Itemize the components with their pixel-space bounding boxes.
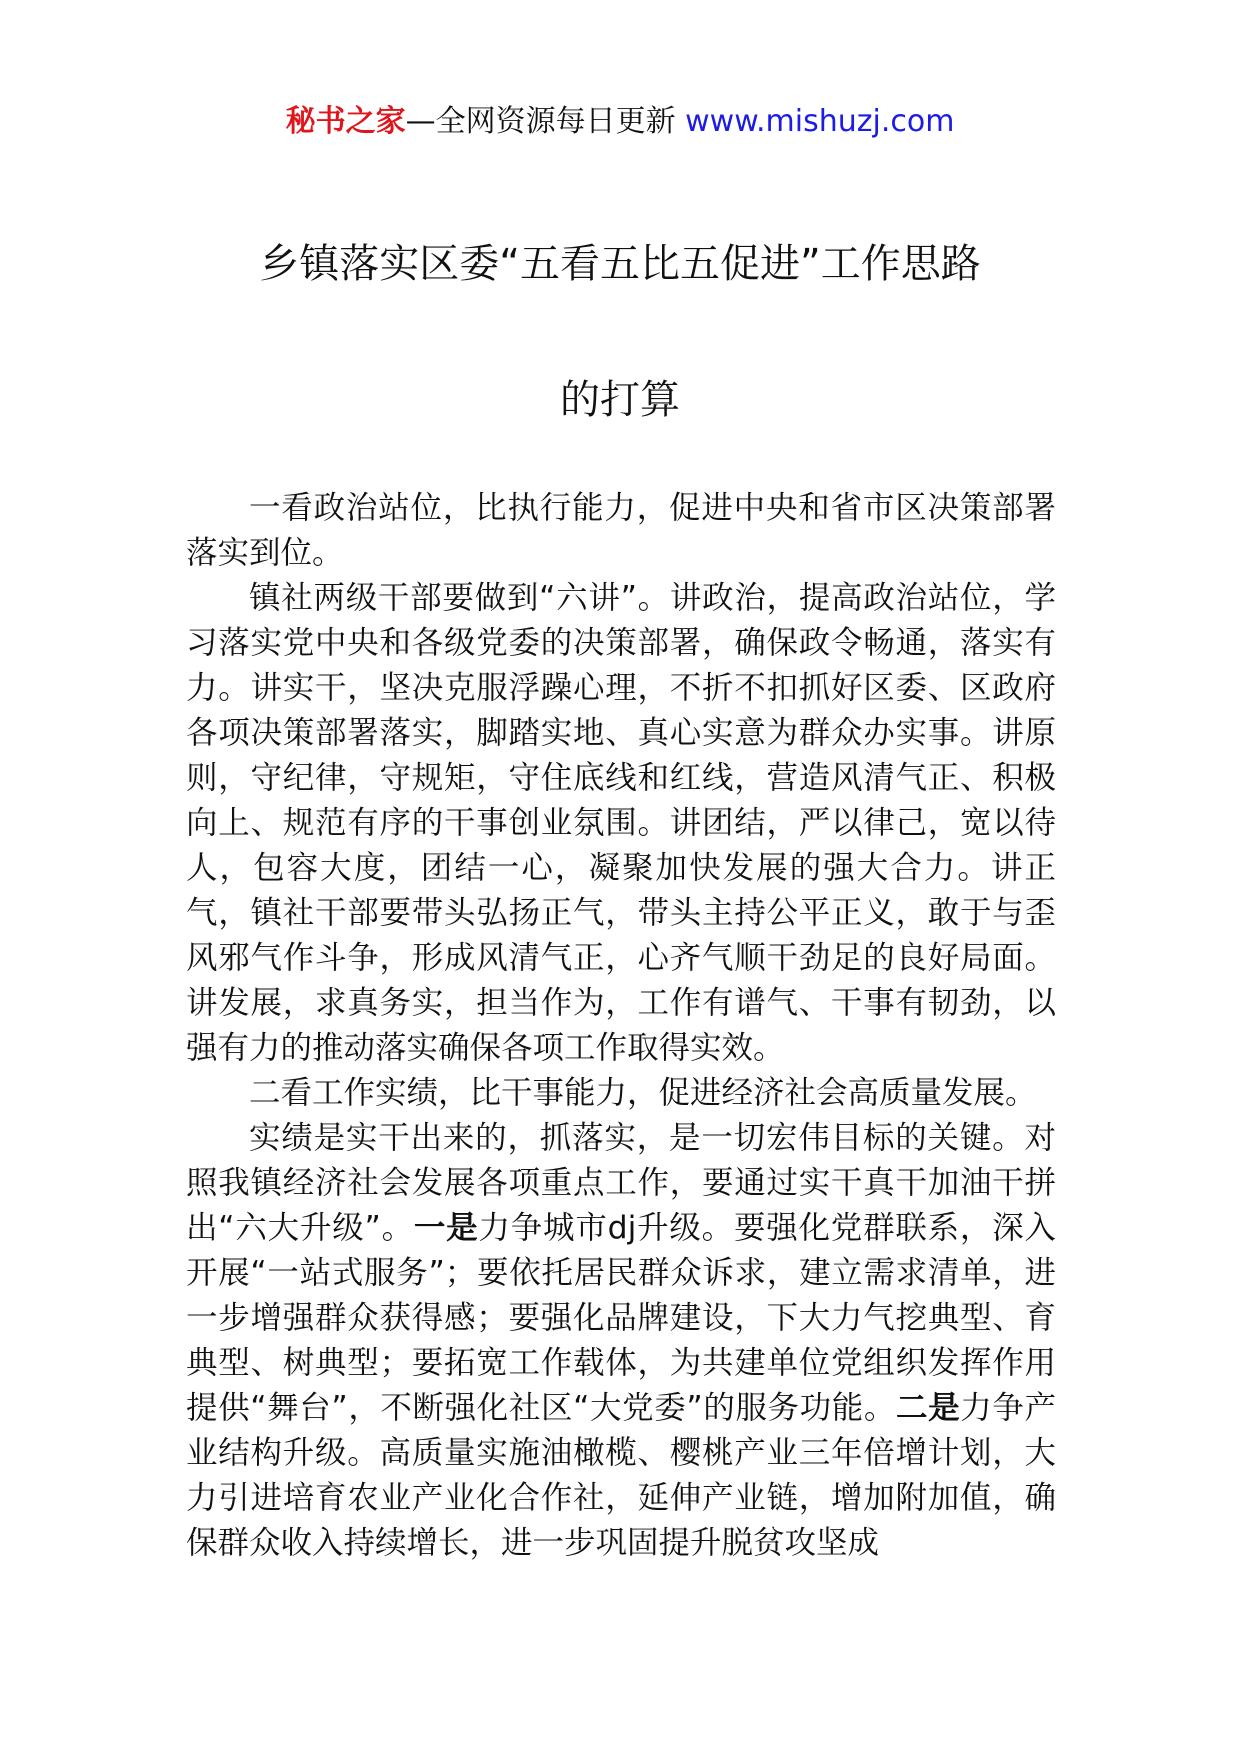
brand-name: 秘书之家 <box>285 104 406 139</box>
paragraph-1: 一看政治站位，比执行能力，促进中央和省市区决策部署落实到位。 <box>186 490 1056 571</box>
site-url-link[interactable]: www.mishuzj.com <box>685 104 955 139</box>
paragraph-4-intro: 实绩是实干出来的，抓落实，是一切宏伟目标的关键。对照我镇经济社会发展各项重点工作，要通过实干真干加油干拼出“六大升级”。 <box>186 1120 1056 1246</box>
paragraph-4-first-item: 力争城市dj升级。要强化党群联系，深入开展“一站式服务”；要依托居民群众诉求，建立需求清单，进一步增强群众获得感；要强化品牌建设，下大力气挖典型、育典型、树典型；要拓宽工作载体，为共建单位党组织发挥作用提供“舞台”，不断强化社区“大党委”的服务功能。 <box>186 1210 1056 1426</box>
paragraph-3: 二看工作实绩，比干事能力，促进经济社会高质量发展。 <box>249 1075 1037 1111</box>
paragraph-2: 镇社两级干部要做到“六讲”。讲政治，提高政治站位，学习落实党中央和各级党委的决策部署，确保政令畅通，落实有力。讲实干，坚决克服浮躁心理，不折不扣抓好区委、区政府各项决策部署落实，脚踏实地、真心实意为群众办实事。讲原则，守纪律，守规矩，守住底线和红线，营造风清气正、积极向上、规范有序的干事创业氛围。讲团结，严以律己，宽以待人，包容大度，团结一心，凝聚加快发展的强大合力。讲正气，镇社干部要带头弘扬正气，带头主持公平正义，敢于与歪风邪气作斗争，形成风清气正，心齐气顺干劲足的良好局面。讲发展，求真务实，担当作为，工作有谱气、干事有韧劲，以强有力的推动落实确保各项工作取得实效。 <box>186 580 1056 1066</box>
site-header <box>0 100 1240 144</box>
document-title-line-1: 乡镇落实区委“五看五比五促进”工作思路 <box>259 241 981 287</box>
document-title-line-2: 的打算 <box>560 377 680 423</box>
header-tagline: —全网资源每日更新 <box>405 104 686 139</box>
document-body <box>186 486 1056 1566</box>
paragraph-4-bold-second: 二是 <box>896 1390 961 1426</box>
paragraph-4 <box>186 1116 1056 1566</box>
paragraph-4-bold-first: 一是 <box>413 1210 479 1246</box>
paragraph-4-second-item: 力争产业结构升级。高质量实施油橄榄、樱桃产业三年倍增计划，大力引进培育农业产业化合作社，延伸产业链，增加附加值，确保群众收入持续增长，进一步巩固提升脱贫攻坚成 <box>186 1390 1056 1561</box>
